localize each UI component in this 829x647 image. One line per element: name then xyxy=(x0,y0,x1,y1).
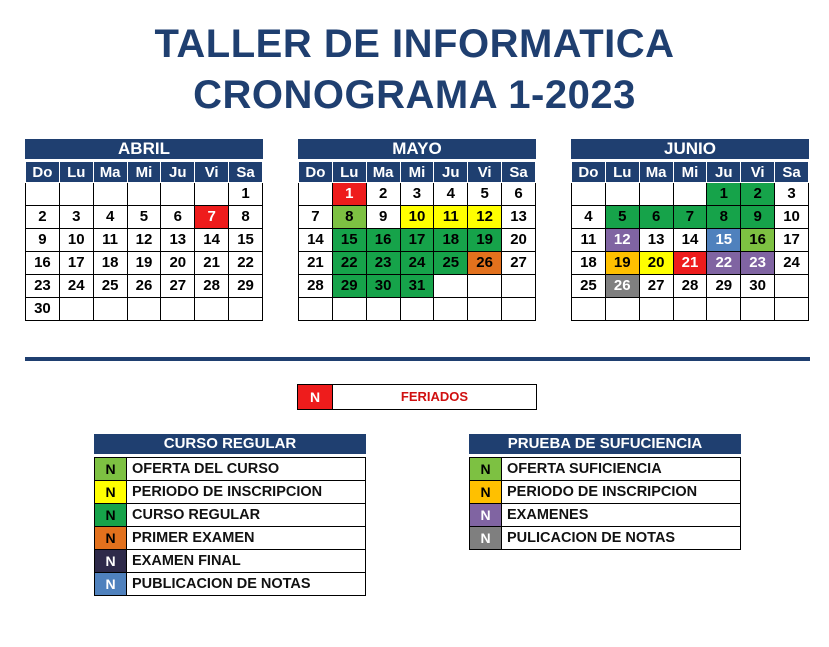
calendar-week xyxy=(299,183,536,206)
day-cell: 9 xyxy=(366,206,400,229)
empty-day-cell xyxy=(434,298,468,321)
empty-day-cell xyxy=(161,183,195,206)
calendar-week xyxy=(299,298,536,321)
weekday-header: Ma xyxy=(93,162,127,183)
weekday-header: Vi xyxy=(195,162,229,183)
day-cell: 2 xyxy=(741,183,775,206)
weekday-header: Ma xyxy=(639,162,673,183)
day-cell: 10 xyxy=(775,206,809,229)
feriados-legend xyxy=(297,384,537,410)
empty-day-cell xyxy=(127,183,161,206)
weekday-header: Lu xyxy=(59,162,93,183)
weekday-header: Ju xyxy=(707,162,741,183)
day-cell: 17 xyxy=(775,229,809,252)
day-cell: 4 xyxy=(434,183,468,206)
legend-prueba-suficiencia xyxy=(469,434,741,550)
empty-day-cell xyxy=(332,298,366,321)
calendar-week xyxy=(26,298,263,321)
section-divider xyxy=(25,357,810,361)
legend-swatch: N xyxy=(95,550,127,572)
day-cell: 10 xyxy=(59,229,93,252)
empty-day-cell xyxy=(741,298,775,321)
day-cell: 28 xyxy=(299,275,333,298)
day-cell: 13 xyxy=(502,206,536,229)
legend-label: PERIODO DE INSCRIPCION xyxy=(507,484,698,500)
day-cell: 26 xyxy=(127,275,161,298)
day-cell: 8 xyxy=(332,206,366,229)
calendar-week xyxy=(572,252,809,275)
weekday-header: Do xyxy=(26,162,60,183)
day-cell: 18 xyxy=(434,229,468,252)
weekday-header: Lu xyxy=(605,162,639,183)
empty-day-cell xyxy=(195,298,229,321)
empty-day-cell xyxy=(639,298,673,321)
empty-day-cell xyxy=(434,275,468,298)
empty-day-cell xyxy=(775,275,809,298)
empty-day-cell xyxy=(673,183,707,206)
day-cell: 4 xyxy=(93,206,127,229)
legend-curso-regular xyxy=(94,434,366,596)
day-cell: 30 xyxy=(26,298,60,321)
legend-label: CURSO REGULAR xyxy=(132,507,261,523)
day-cell: 3 xyxy=(775,183,809,206)
day-cell: 29 xyxy=(332,275,366,298)
feriados-label: FERIADOS xyxy=(400,389,469,404)
day-cell: 23 xyxy=(26,275,60,298)
day-cell: 28 xyxy=(673,275,707,298)
legend-label: PUBLICACION DE NOTAS xyxy=(132,576,311,592)
calendar-week xyxy=(572,229,809,252)
day-cell: 3 xyxy=(59,206,93,229)
day-cell: 27 xyxy=(161,275,195,298)
empty-day-cell xyxy=(502,275,536,298)
empty-day-cell xyxy=(502,298,536,321)
empty-day-cell xyxy=(93,298,127,321)
calendar-week xyxy=(299,252,536,275)
empty-day-cell xyxy=(639,183,673,206)
day-cell: 5 xyxy=(605,206,639,229)
day-cell: 13 xyxy=(161,229,195,252)
empty-day-cell xyxy=(605,298,639,321)
day-cell: 12 xyxy=(127,229,161,252)
legend-item xyxy=(469,457,741,481)
day-cell: 30 xyxy=(366,275,400,298)
calendar-week xyxy=(26,183,263,206)
day-cell: 21 xyxy=(195,252,229,275)
day-cell: 30 xyxy=(741,275,775,298)
day-cell: 8 xyxy=(707,206,741,229)
day-cell: 9 xyxy=(26,229,60,252)
day-cell: 24 xyxy=(59,275,93,298)
legend-label: OFERTA SUFICIENCIA xyxy=(507,461,662,477)
day-cell: 24 xyxy=(775,252,809,275)
day-cell: 23 xyxy=(366,252,400,275)
day-cell: 14 xyxy=(673,229,707,252)
legend-swatch: N xyxy=(95,527,127,549)
month-name: JUNIO xyxy=(571,139,809,159)
day-cell: 12 xyxy=(468,206,502,229)
day-cell: 11 xyxy=(572,229,606,252)
month-name: ABRIL xyxy=(25,139,263,159)
day-cell: 26 xyxy=(468,252,502,275)
day-cell: 6 xyxy=(639,206,673,229)
empty-day-cell xyxy=(468,298,502,321)
legend-label: PERIODO DE INSCRIPCION xyxy=(132,484,323,500)
legend-label: PULICACION DE NOTAS xyxy=(507,530,676,546)
day-cell: 24 xyxy=(400,252,434,275)
weekday-header: Mi xyxy=(673,162,707,183)
day-cell: 20 xyxy=(639,252,673,275)
day-cell: 15 xyxy=(332,229,366,252)
empty-day-cell xyxy=(775,298,809,321)
calendar-week xyxy=(572,183,809,206)
day-cell: 25 xyxy=(434,252,468,275)
legend-swatch: N xyxy=(470,527,502,549)
legend-swatch: N xyxy=(470,481,502,503)
weekday-header: Do xyxy=(572,162,606,183)
day-cell: 21 xyxy=(673,252,707,275)
feriados-swatch: N xyxy=(298,385,333,409)
day-cell: 14 xyxy=(195,229,229,252)
legend-swatch: N xyxy=(470,458,502,480)
day-cell: 19 xyxy=(605,252,639,275)
weekday-header: Mi xyxy=(127,162,161,183)
calendar-abril xyxy=(25,139,263,321)
day-cell: 7 xyxy=(195,206,229,229)
day-cell: 1 xyxy=(229,183,263,206)
legend-item xyxy=(469,527,741,550)
empty-day-cell xyxy=(605,183,639,206)
weekday-header: Ju xyxy=(434,162,468,183)
weekday-header: Do xyxy=(299,162,333,183)
empty-day-cell xyxy=(195,183,229,206)
day-cell: 26 xyxy=(605,275,639,298)
legend-item xyxy=(94,457,366,481)
weekday-header: Sa xyxy=(502,162,536,183)
legend-item xyxy=(94,573,366,596)
weekday-header: Vi xyxy=(741,162,775,183)
day-cell: 17 xyxy=(59,252,93,275)
legend-title: PRUEBA DE SUFUCIENCIA xyxy=(469,434,741,454)
day-cell: 11 xyxy=(434,206,468,229)
weekday-header: Sa xyxy=(775,162,809,183)
calendar-week xyxy=(572,298,809,321)
day-cell: 1 xyxy=(707,183,741,206)
day-cell: 8 xyxy=(229,206,263,229)
legend-title: CURSO REGULAR xyxy=(94,434,366,454)
legend-swatch: N xyxy=(95,504,127,526)
day-cell: 29 xyxy=(229,275,263,298)
legend-label: OFERTA DEL CURSO xyxy=(132,461,280,477)
day-cell: 6 xyxy=(502,183,536,206)
day-cell: 13 xyxy=(639,229,673,252)
weekday-header: Ju xyxy=(161,162,195,183)
month-name: MAYO xyxy=(298,139,536,159)
weekday-header: Lu xyxy=(332,162,366,183)
empty-day-cell xyxy=(673,298,707,321)
day-cell: 2 xyxy=(26,206,60,229)
day-cell: 7 xyxy=(299,206,333,229)
empty-day-cell xyxy=(59,183,93,206)
legend-item xyxy=(94,550,366,573)
legend-swatch: N xyxy=(95,458,127,480)
day-cell: 10 xyxy=(400,206,434,229)
legend-item xyxy=(94,481,366,504)
empty-day-cell xyxy=(161,298,195,321)
calendar-week xyxy=(299,275,536,298)
empty-day-cell xyxy=(299,298,333,321)
empty-day-cell xyxy=(59,298,93,321)
day-cell: 27 xyxy=(639,275,673,298)
day-cell: 20 xyxy=(161,252,195,275)
legend-label: EXAMEN FINAL xyxy=(132,553,241,569)
day-cell: 7 xyxy=(673,206,707,229)
calendar-week xyxy=(572,275,809,298)
day-cell: 6 xyxy=(161,206,195,229)
day-cell: 18 xyxy=(93,252,127,275)
legend-item xyxy=(469,481,741,504)
page-title: TALLER DE INFORMATICA xyxy=(154,22,675,66)
day-cell: 16 xyxy=(26,252,60,275)
legend-swatch: N xyxy=(470,504,502,526)
legend-item xyxy=(94,527,366,550)
day-cell: 1 xyxy=(332,183,366,206)
empty-day-cell xyxy=(400,298,434,321)
legend-swatch: N xyxy=(95,481,127,503)
empty-day-cell xyxy=(572,183,606,206)
day-cell: 23 xyxy=(741,252,775,275)
calendar-mayo xyxy=(298,139,536,321)
weekday-header: Vi xyxy=(468,162,502,183)
day-cell: 4 xyxy=(572,206,606,229)
day-cell: 9 xyxy=(741,206,775,229)
calendar-week xyxy=(26,229,263,252)
day-cell: 17 xyxy=(400,229,434,252)
legend-label: EXAMENES xyxy=(507,507,589,523)
day-cell: 22 xyxy=(229,252,263,275)
empty-day-cell xyxy=(93,183,127,206)
day-cell: 16 xyxy=(366,229,400,252)
day-cell: 15 xyxy=(707,229,741,252)
empty-day-cell xyxy=(572,298,606,321)
day-cell: 31 xyxy=(400,275,434,298)
calendar-grid xyxy=(298,161,536,321)
day-cell: 16 xyxy=(741,229,775,252)
calendar-grid xyxy=(571,161,809,321)
calendar-week xyxy=(572,206,809,229)
day-cell: 5 xyxy=(468,183,502,206)
day-cell: 5 xyxy=(127,206,161,229)
empty-day-cell xyxy=(707,298,741,321)
day-cell: 22 xyxy=(707,252,741,275)
calendar-grid xyxy=(25,161,263,321)
day-cell: 15 xyxy=(229,229,263,252)
day-cell: 2 xyxy=(366,183,400,206)
page-subtitle: CRONOGRAMA 1-2023 xyxy=(193,73,636,117)
day-cell: 19 xyxy=(468,229,502,252)
day-cell: 25 xyxy=(93,275,127,298)
legend-label: PRIMER EXAMEN xyxy=(132,530,255,546)
legend-item xyxy=(469,504,741,527)
day-cell: 14 xyxy=(299,229,333,252)
day-cell: 28 xyxy=(195,275,229,298)
empty-day-cell xyxy=(299,183,333,206)
empty-day-cell xyxy=(26,183,60,206)
legend-swatch: N xyxy=(95,573,127,595)
empty-day-cell xyxy=(229,298,263,321)
empty-day-cell xyxy=(468,275,502,298)
calendar-junio xyxy=(571,139,809,321)
legend-item xyxy=(94,504,366,527)
day-cell: 21 xyxy=(299,252,333,275)
day-cell: 22 xyxy=(332,252,366,275)
calendar-week xyxy=(26,275,263,298)
empty-day-cell xyxy=(127,298,161,321)
day-cell: 11 xyxy=(93,229,127,252)
empty-day-cell xyxy=(366,298,400,321)
weekday-header: Mi xyxy=(400,162,434,183)
day-cell: 18 xyxy=(572,252,606,275)
day-cell: 27 xyxy=(502,252,536,275)
weekday-header: Sa xyxy=(229,162,263,183)
day-cell: 25 xyxy=(572,275,606,298)
day-cell: 12 xyxy=(605,229,639,252)
calendar-week xyxy=(26,206,263,229)
calendar-week xyxy=(26,252,263,275)
weekday-header: Ma xyxy=(366,162,400,183)
calendar-week xyxy=(299,229,536,252)
calendar-week xyxy=(299,206,536,229)
day-cell: 19 xyxy=(127,252,161,275)
day-cell: 29 xyxy=(707,275,741,298)
day-cell: 3 xyxy=(400,183,434,206)
day-cell: 20 xyxy=(502,229,536,252)
